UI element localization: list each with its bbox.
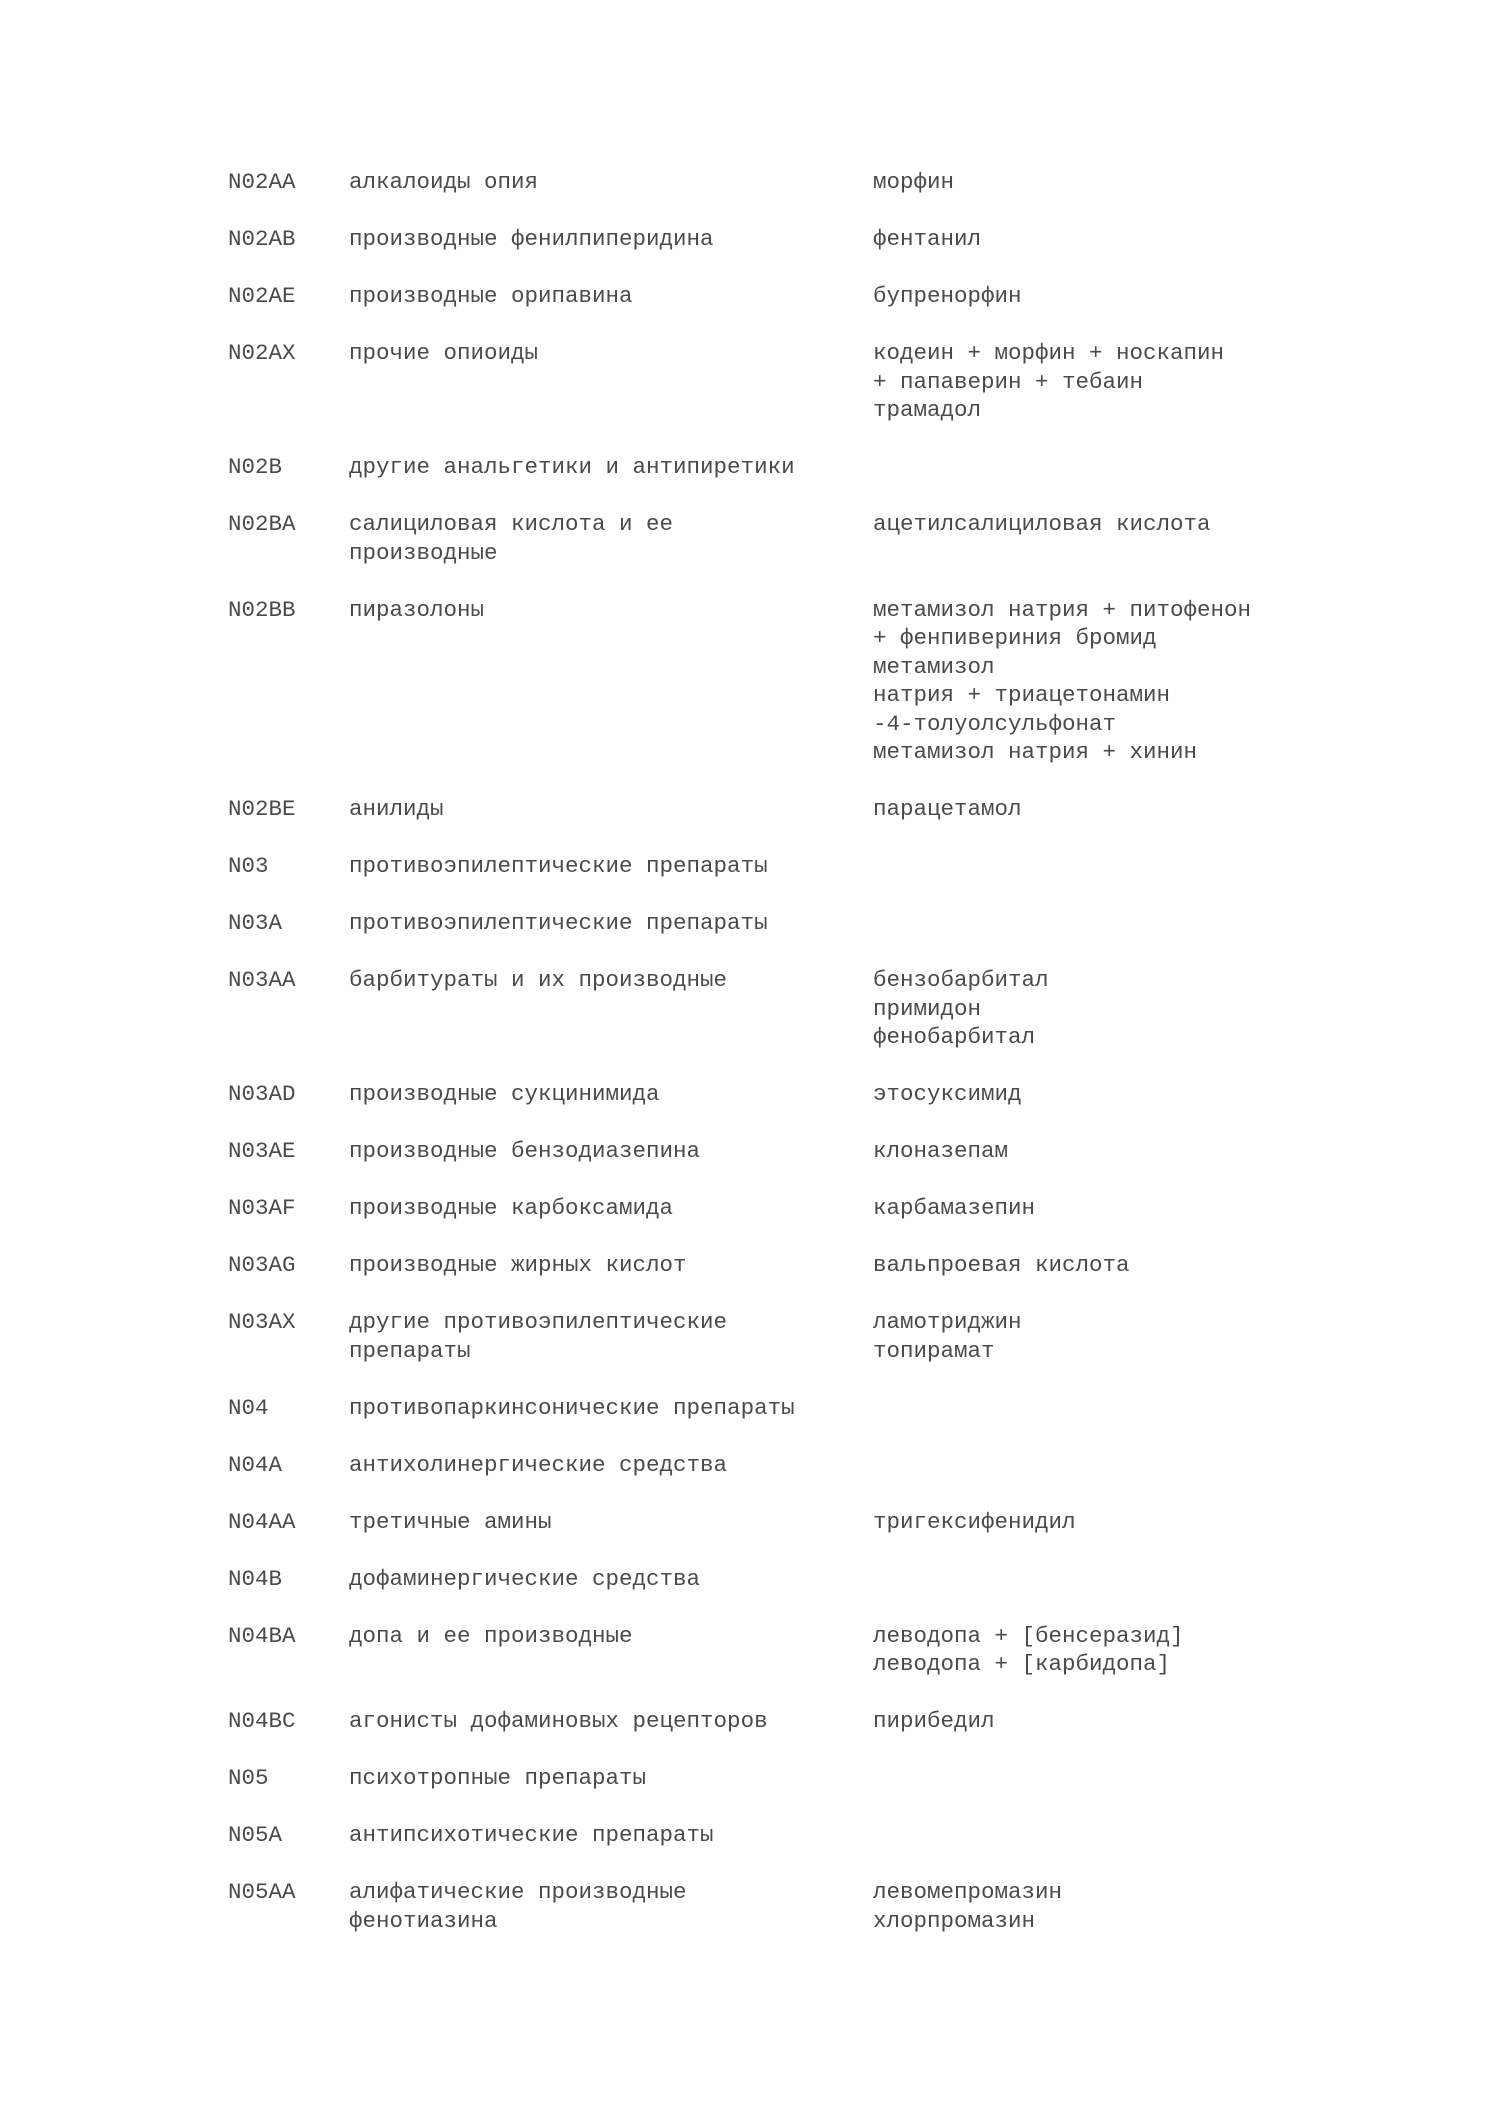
drug-list (873, 1508, 1333, 1537)
drug-list (873, 795, 1333, 824)
atc-group-description: агонисты дофаминовых рецепторов (349, 1708, 768, 1734)
drug-list (873, 1878, 1333, 1935)
atc-code: N05 (228, 1765, 269, 1791)
drug-name: парацетамол (873, 796, 1022, 822)
atc-code: N04AA (228, 1508, 296, 1535)
drug-name: трамадол (873, 397, 982, 423)
atc-code: N03AD (228, 1081, 296, 1107)
table-row (0, 1707, 1488, 1736)
table-row (0, 1878, 1488, 1935)
atc-group-description: производные бензодиазепина (349, 1138, 701, 1164)
drug-name: пирибедил (873, 1708, 995, 1734)
atc-group-description: дофаминергические средства (349, 1565, 701, 1592)
table-row (0, 1308, 1488, 1365)
atc-code: N02AB (228, 226, 296, 252)
table-row (0, 1451, 1488, 1480)
atc-code: N04BC (228, 1708, 296, 1734)
drug-list (873, 225, 1333, 254)
table-row (0, 1508, 1488, 1537)
atc-code: N02B (228, 454, 283, 480)
drug-list (873, 168, 1333, 197)
table-row (0, 168, 1488, 197)
table-row (0, 282, 1488, 311)
atc-group-description: производные орипавина (349, 283, 633, 309)
atc-code: N04B (228, 1565, 283, 1592)
table-row (0, 966, 1488, 1052)
drug-name: клоназепам (873, 1138, 1009, 1164)
atc-group-description: анилиды (349, 796, 444, 822)
atc-code: N02AX (228, 340, 296, 366)
table-row (0, 339, 1488, 425)
drug-list (873, 1707, 1333, 1736)
atc-group-description: производные сукцинимида (349, 1081, 660, 1107)
table-row (0, 852, 1488, 881)
atc-group-description: алкалоиды опия (349, 169, 539, 195)
atc-code: N03AX (228, 1309, 296, 1335)
drug-name: бупренорфин (873, 283, 1022, 309)
atc-group-description: алифатические производные фенотиазина (349, 1879, 687, 1934)
drug-list (873, 282, 1333, 311)
drug-name: фентанил (873, 226, 982, 252)
atc-group-description: антипсихотические препараты (349, 1822, 714, 1848)
drug-name: леводопа + [карбидопа] (873, 1651, 1171, 1677)
drug-name: левомепромазин (873, 1879, 1063, 1905)
table-row (0, 1565, 1488, 1594)
atc-group-description: психотропные препараты (349, 1765, 647, 1791)
atc-code: N02BA (228, 511, 296, 537)
atc-code: N03AG (228, 1252, 296, 1278)
drug-name: метамизол натрия + хинин (873, 739, 1198, 765)
drug-name: кодеин + морфин + носкапин + папаверин + тебаин (873, 340, 1225, 395)
table-row (0, 510, 1488, 567)
atc-group-description: производные карбоксамида (349, 1195, 674, 1221)
table-row (0, 1394, 1488, 1423)
atc-group-description: салициловая кислота и ее производные (349, 511, 674, 566)
drug-name: ацетилсалициловая кислота (873, 511, 1211, 537)
drug-list (873, 596, 1333, 767)
drug-name: вальпроевая кислота (873, 1252, 1130, 1278)
table-row (0, 596, 1488, 767)
drug-name: хлорпромазин (873, 1907, 1036, 1934)
atc-group-description: производные фенилпиперидина (349, 226, 714, 252)
drug-name: метамизол натрия + триацетонамин -4-толуолсульфонат (873, 653, 1171, 737)
drug-name: морфин (873, 169, 955, 195)
atc-group-description: противоэпилептические препараты (349, 853, 768, 879)
atc-group-description: третичные амины (349, 1508, 552, 1535)
atc-group-description: пиразолоны (349, 596, 485, 623)
atc-group-description: допа и ее производные (349, 1622, 633, 1649)
atc-code: N04 (228, 1394, 269, 1421)
atc-code: N02AA (228, 169, 296, 195)
atc-group-description: производные жирных кислот (349, 1252, 687, 1278)
atc-code: N05AA (228, 1879, 296, 1905)
table-row (0, 1764, 1488, 1793)
atc-code: N03AF (228, 1195, 296, 1221)
atc-code: N04A (228, 1451, 283, 1478)
table-row (0, 225, 1488, 254)
table-row (0, 1080, 1488, 1109)
drug-list (873, 1308, 1333, 1365)
drug-list (873, 510, 1333, 539)
atc-group-description: прочие опиоиды (349, 340, 539, 366)
drug-name: примидон (873, 995, 982, 1022)
drug-name: топирамат (873, 1337, 995, 1364)
drug-name: карбамазепин (873, 1195, 1036, 1221)
table-row (0, 795, 1488, 824)
drug-list (873, 1251, 1333, 1280)
drug-list (873, 1080, 1333, 1109)
atc-code: N03AE (228, 1138, 296, 1164)
drug-name: леводопа + [бенсеразид] (873, 1622, 1184, 1649)
drug-name: фенобарбитал (873, 1024, 1036, 1050)
atc-code: N05A (228, 1822, 283, 1848)
drug-list (873, 966, 1333, 1052)
atc-group-description: антихолинергические средства (349, 1451, 728, 1478)
atc-code: N02BB (228, 596, 296, 623)
atc-group-description: барбитураты и их производные (349, 967, 728, 993)
table-row (0, 1137, 1488, 1166)
drug-name: бензобарбитал (873, 967, 1049, 993)
table-row (0, 1622, 1488, 1679)
drug-name: этосуксимид (873, 1081, 1022, 1107)
atc-code: N03AA (228, 967, 296, 993)
atc-group-description: противопаркинсонические препараты (349, 1394, 795, 1421)
atc-code: N04BA (228, 1622, 296, 1649)
table-row (0, 1821, 1488, 1850)
atc-group-description: другие анальгетики и антипиретики (349, 454, 795, 480)
table-row (0, 1251, 1488, 1280)
drug-list (873, 1194, 1333, 1223)
drug-name: метамизол натрия + питофенон + фенпивериния бромид (873, 596, 1252, 651)
drug-name: ламотриджин (873, 1309, 1022, 1335)
drug-list (873, 1137, 1333, 1166)
atc-code: N02AE (228, 283, 296, 309)
atc-group-description: противоэпилептические препараты (349, 910, 768, 936)
drug-list (873, 339, 1333, 425)
atc-code: N03 (228, 853, 269, 879)
table-row (0, 909, 1488, 938)
atc-group-description: другие противоэпилептические препараты (349, 1309, 728, 1364)
atc-code: N03A (228, 910, 283, 936)
atc-table (0, 168, 1488, 1964)
table-row (0, 453, 1488, 482)
atc-code: N02BE (228, 796, 296, 822)
drug-name: тригексифенидил (873, 1508, 1076, 1535)
table-row (0, 1194, 1488, 1223)
drug-list (873, 1622, 1333, 1679)
